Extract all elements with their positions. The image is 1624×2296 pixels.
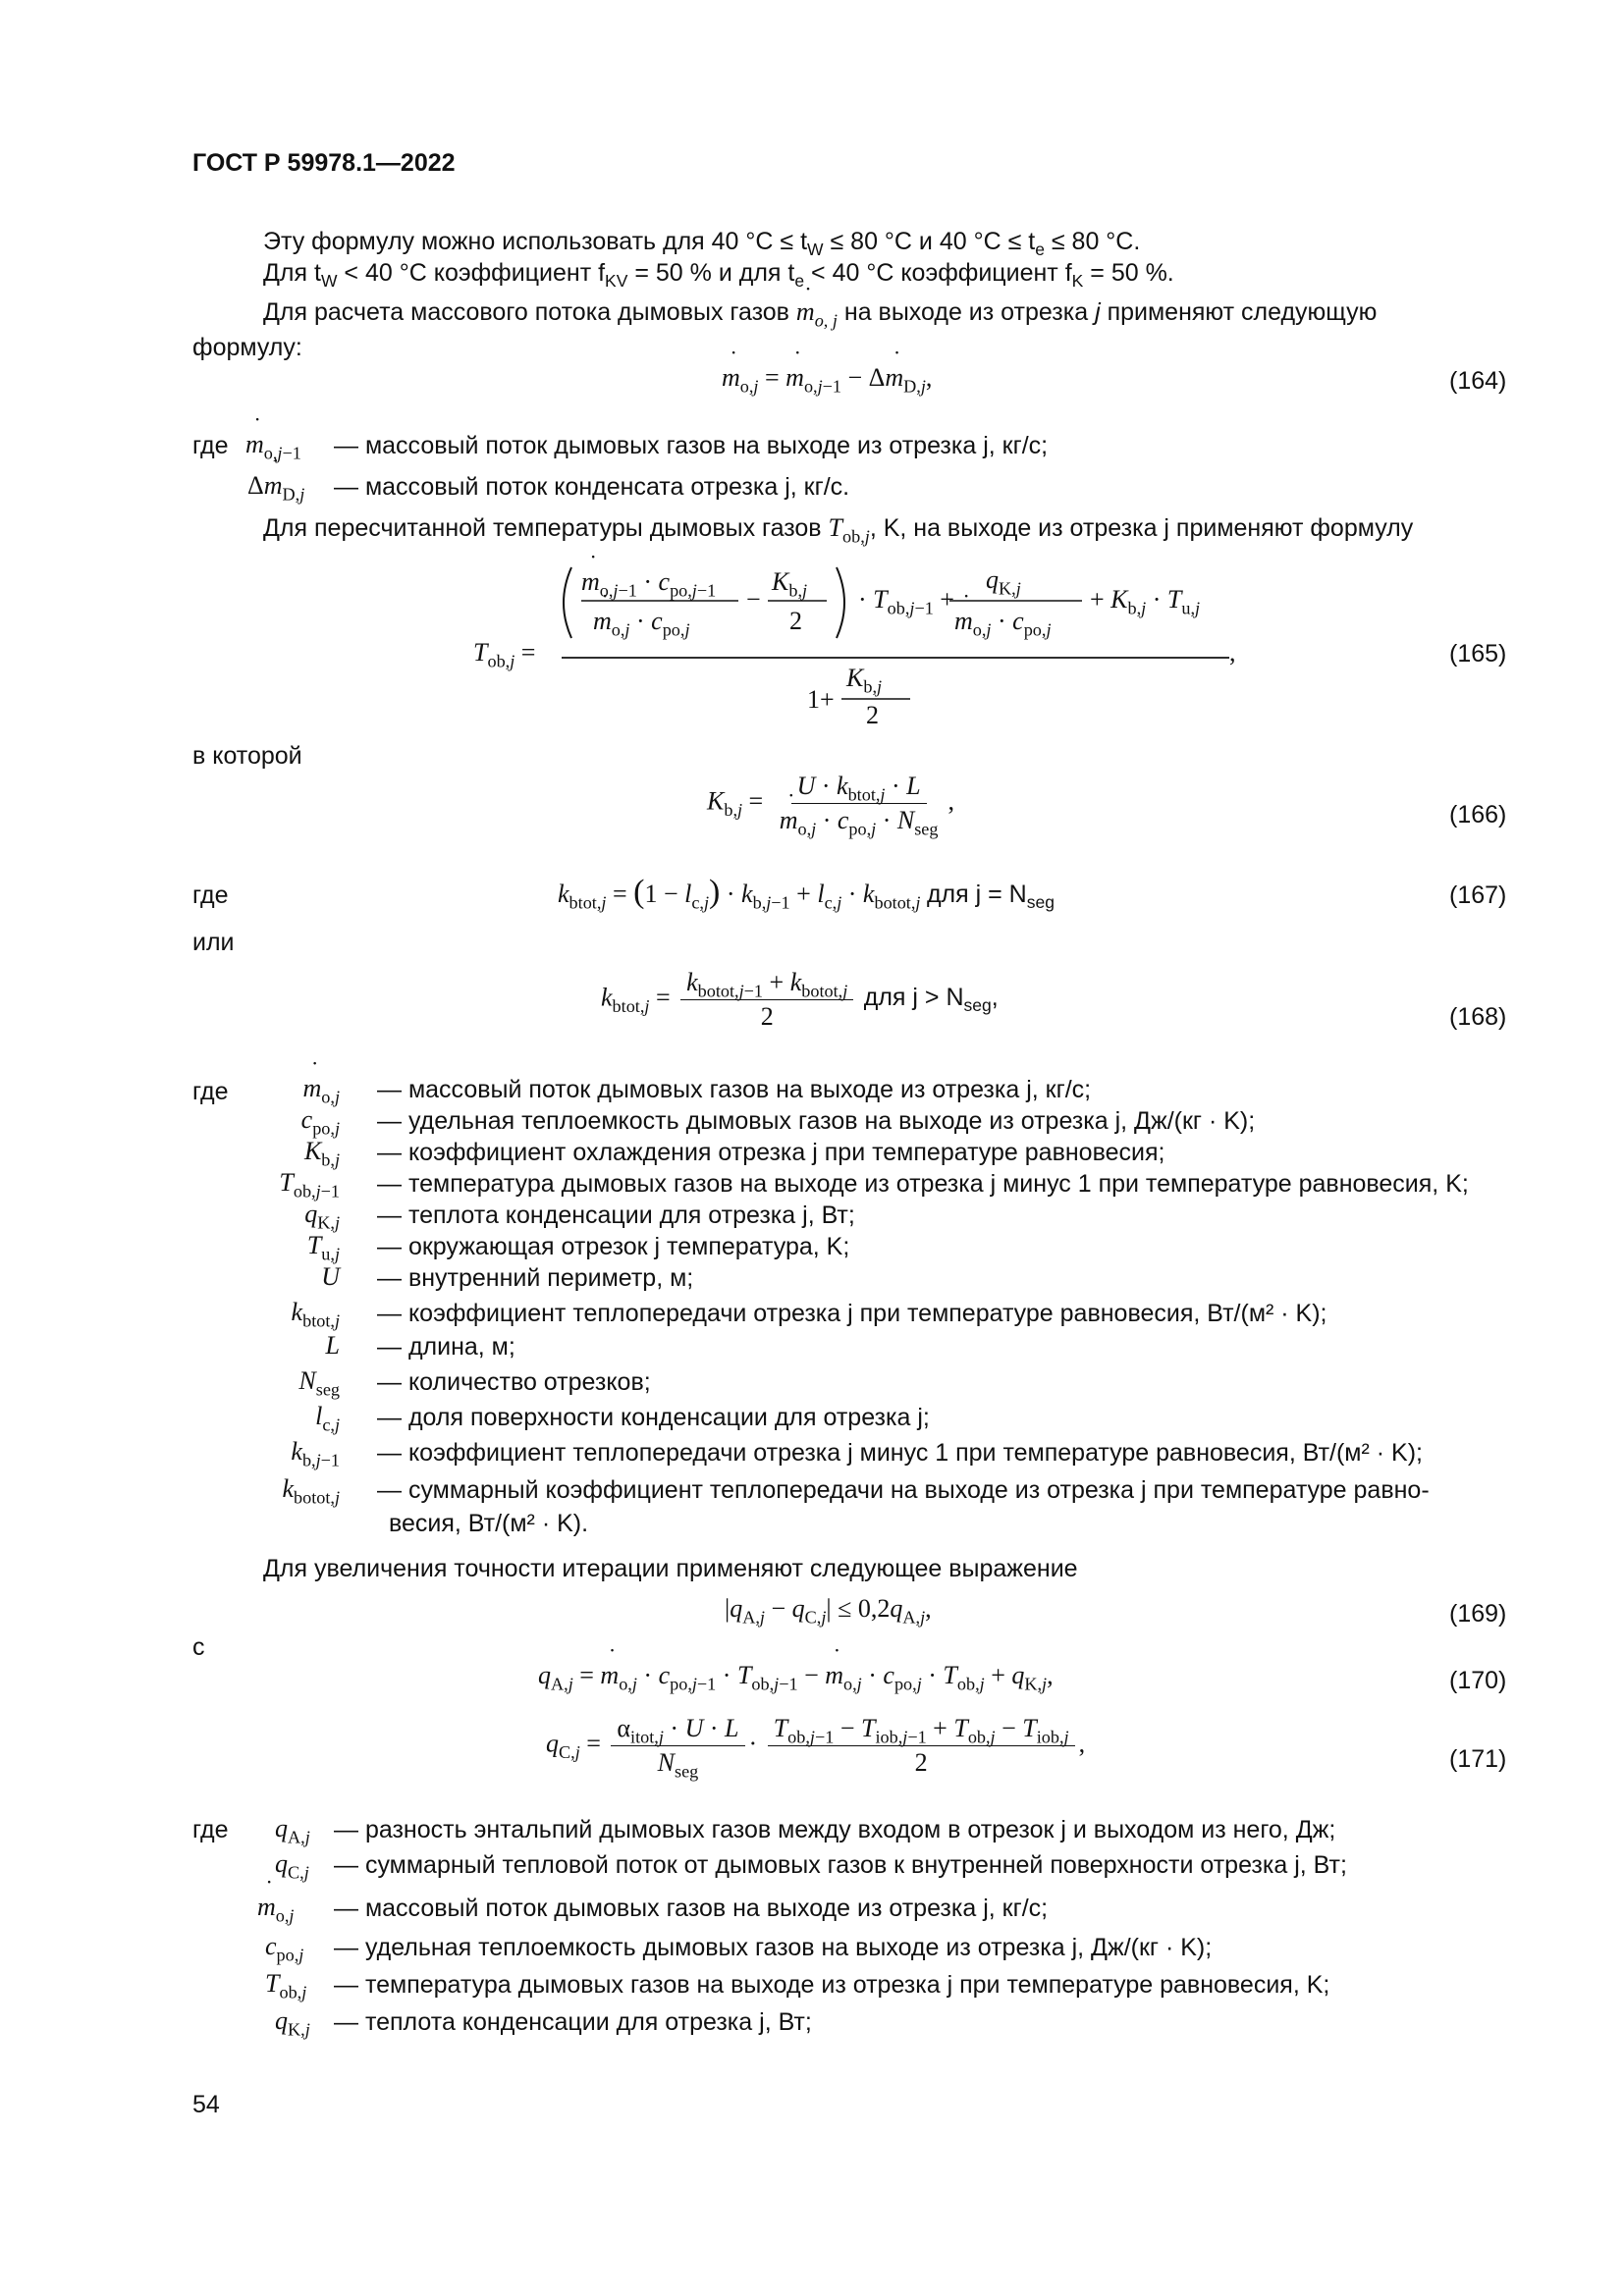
equation-number-169: (169) [1449, 1600, 1507, 1628]
where4-def-3: — массовый поток дымовых газов на выходе из отрезка j, кг/с; [334, 1895, 1049, 1922]
where1-def-1: — массовый поток дымовых газов на выходе из отрезка j, кг/с; [334, 432, 1049, 459]
where3-def-10: — количество отрезков; [377, 1368, 651, 1396]
where3-def-4: — температура дымовых газов на выходе из отрезка j минус 1 при температуре равновесия, K; [377, 1170, 1469, 1198]
equation-167: $k_{btot,j} = (1 - l_{c,j}) \cdot k_{b,j-1} + l_{c,j} \cdot k_{botot,j}$ для $j = N_{seg}$ [558, 874, 1055, 913]
where3-def-9: — длина, м; [377, 1333, 515, 1361]
or-label: или [192, 929, 235, 956]
intro-line-2: Для $t_W < 40$ °C коэффициент $f_{KV} = 50$ % и для $t_e < 40$ °C коэффициент $f_K = 50$ %. [263, 259, 1174, 292]
equation-number-168: (168) [1449, 1003, 1507, 1031]
equation-number-171: (171) [1449, 1745, 1507, 1773]
where3-def-5: — теплота конденсации для отрезка j, Вт; [377, 1201, 855, 1229]
where-label-4: где [192, 1816, 229, 1843]
where-label-2: где [192, 881, 229, 909]
equation-164: ˙ $m_{o,j}$ = ˙ $m_{o,j-1}$ − Δ˙ $m_{D,j}$, [722, 363, 932, 393]
sym-t-u-j: $T_{u,j}$ [306, 1231, 340, 1264]
equation-168: $k_{btot,j}$ = $\frac{k_{botot,j-1} + k_{botot,j}}{2}$ для $j > N_{seg}$, [601, 968, 999, 1031]
where4-def-1: — разность энтальпий дымовых газов между входом в отрезок j и выходом из него, Дж; [334, 1816, 1336, 1843]
equation-171: $q_{C,j}$ = $\frac{\alpha_{itot,j} \cdot U \cdot L}{N_{seg}}$ · $\frac{T_{ob,j-1} - T_{iob,j-1} + T_{ob,j} - T_{iob,j}}{2}$ , [546, 1714, 1086, 1782]
equation-165: $T_{ob,j}$ = ˙ $m_{o,j-1} \cdot c_{po,j-1}$ ˙ $m_{o,j} \cdot c_{po,j}$ − $K_{b,j}$ 2 · $T_{ob,j-1}$ + $q_{K,j}$ ˙ $m_{o,j} \cdot c_{po,j}$ + $K_{b,j} \cdot T_{u,j}$ , 1+ $K_{b,j}$ 2 [473, 561, 1239, 728]
equation-number-166: (166) [1449, 801, 1507, 828]
document-header: ГОСТ Р 59978.1—2022 [192, 149, 456, 177]
where3-def-11: — доля поверхности конденсации для отрезка j; [377, 1404, 930, 1431]
sym-m-o-j-b: ˙ $m_{o,j}$ [257, 1893, 294, 1922]
sym-k-b-j: $K_{b,j}$ [303, 1137, 340, 1170]
where3-def-8: — коэффициент теплопередачи отрезка j при температуре равновесия, Вт/(м² · K); [377, 1300, 1327, 1327]
with-label: с [192, 1633, 205, 1661]
equation-166: $K_{b,j}$ = $U \cdot k_{btot,j} \cdot L$ ˙ $m_{o,j} \cdot c_{po,j} \cdot N_{seg}$ , [707, 772, 954, 835]
where3-def-6: — окружающая отрезок j температура, K; [377, 1233, 850, 1260]
where4-def-5: — температура дымовых газов на выходе из отрезка j при температуре равновесия, K; [334, 1971, 1330, 1999]
where3-def-1: — массовый поток дымовых газов на выходе из отрезка j, кг/с; [377, 1076, 1092, 1103]
intro-line-4: формулу: [192, 334, 302, 361]
sym-u: U [321, 1262, 340, 1291]
where1-def-2: — массовый поток конденсата отрезка j, кг/с. [334, 473, 850, 501]
para-tob: Для пересчитанной температуры дымовых газов $T_{ob,j}$, K, на выходе из отрезка j применяют формулу [263, 513, 1414, 547]
where3-def-3: — коэффициент охлаждения отрезка j при температуре равновесия; [377, 1139, 1165, 1166]
sym-q-a-j: $q_{A,j}$ [275, 1814, 310, 1847]
page-number: 54 [192, 2091, 220, 2118]
equation-number-170: (170) [1449, 1667, 1507, 1694]
where3-def-7: — внутренний периметр, м; [377, 1264, 694, 1292]
sym-dm-d-j: Δ˙ $m_{D,j}$ [247, 471, 304, 501]
sym-t-ob-j-1: $T_{ob,j-1}$ [279, 1168, 340, 1201]
where-label-1: где [192, 432, 229, 459]
sym-c-po-j-b: $c_{po,j}$ [265, 1932, 304, 1965]
sym-q-k-j: $q_{K,j}$ [304, 1200, 340, 1233]
para-iteration: Для увеличения точности итерации применяют следующее выражение [263, 1555, 1078, 1582]
equation-number-164: (164) [1449, 367, 1507, 395]
in-which-label: в которой [192, 742, 302, 770]
equation-169: $|q_{A,j} - q_{C,j}| \le 0,2q_{A,j}$, [725, 1594, 932, 1628]
where3-def-2: — удельная теплоемкость дымовых газов на выходе из отрезка j, Дж/(кг · K); [377, 1107, 1256, 1135]
intro-line-1: Эту формулу можно использовать для 40 $^\circ C \le t_W \le 80$ °C и 40 $^\circ C \le t_e \le 80$ °C. [263, 228, 1141, 260]
sym-k-b-j-1: $k_{b,j-1}$ [291, 1437, 340, 1470]
where-label-3: где [192, 1078, 229, 1105]
sym-l-c-j: $l_{c,j}$ [315, 1402, 340, 1435]
sym-m-o-j: ˙ $m_{o,j}$ [192, 1074, 340, 1103]
where3-def-13: — суммарный коэффициент теплопередачи на выходе из отрезка j при температуре равно- [377, 1476, 1430, 1504]
sym-c-po-j: $c_{po,j}$ [300, 1105, 340, 1139]
where4-def-6: — теплота конденсации для отрезка j, Вт; [334, 2008, 812, 2036]
sym-k-botot-j: $k_{botot,j}$ [282, 1474, 340, 1508]
sym-m-o-j-1: ˙ $m_{o,j-1}$ [245, 430, 301, 459]
equation-170: $q_{A,j}$ = ˙ $m_{o,j} \cdot c_{po,j-1} \cdot T_{ob,j-1}$ − ˙ $m_{o,j} \cdot c_{po,j} \cdot T_{ob,j} + q_{K,j}$, [538, 1661, 1054, 1690]
equation-number-165: (165) [1449, 640, 1507, 667]
sym-n-seg: $N_{seg}$ [298, 1366, 340, 1400]
where3-def-13-cont: весия, Вт/(м² · K). [389, 1510, 589, 1537]
sym-t-ob-j: $T_{ob,j}$ [265, 1969, 307, 2002]
equation-number-167: (167) [1449, 881, 1507, 909]
where4-def-4: — удельная теплоемкость дымовых газов на выходе из отрезка j, Дж/(кг · K); [334, 1934, 1213, 1961]
where3-def-12: — коэффициент теплопередачи отрезка j минус 1 при температуре равновесия, Вт/(м² · K); [377, 1439, 1423, 1467]
sym-q-k-j-b: $q_{K,j}$ [275, 2006, 310, 2040]
where4-def-2: — суммарный тепловой поток от дымовых газов к внутренней поверхности отрезка j, Вт; [334, 1851, 1347, 1879]
intro-line-3: Для расчета массового потока дымовых газов ˙ $m_{o, j}$ на выходе из отрезка j применяют следующую [263, 296, 1377, 328]
sym-l: L [325, 1331, 340, 1360]
sym-q-c-j: $q_{C,j}$ [275, 1849, 309, 1883]
sym-k-btot-j: $k_{btot,j}$ [291, 1298, 340, 1331]
